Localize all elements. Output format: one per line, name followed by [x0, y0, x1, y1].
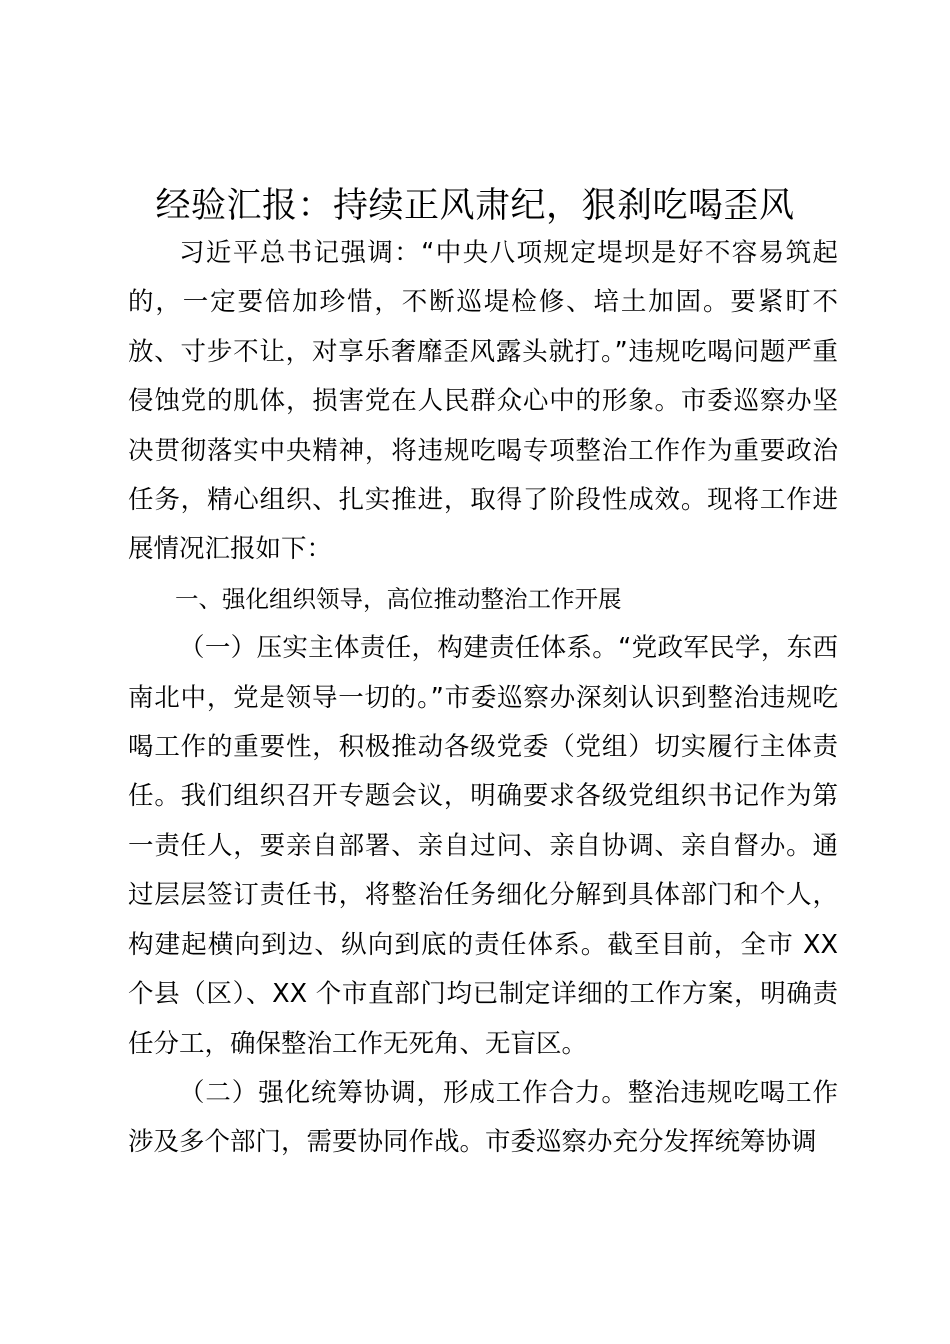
document-title: 经验汇报：持续正风肃纪，狠刹吃喝歪风: [155, 186, 795, 226]
subsection-paragraph-1: （一）压实主体责任，构建责任体系。“党政军民学，东西南北中，党是领导一切的。”市委巡察办深刻认识到整治违规吃喝工作的重要性，积极推动各级党委（党组）切实履行主体责任。我们组织召开专题会议，明确要求各级党组织书记作为第一责任人，要亲自部署、亲自过问、亲自协调、亲自督办。通过层层签订责任书，将整治任务细化分解到具体部门和个人，构建起横向到边、纵向到底的责任体系。截至目前，全市 XX 个县（区）、XX 个市直部门均已制定详细的工作方案，明确责任分工，确保整治工作无死角、无盲区。: [128, 633, 838, 1059]
section-heading-1: 一、强化组织领导，高位推动整治工作开展: [175, 584, 622, 613]
intro-paragraph: 习近平总书记强调：“中央八项规定堤坝是好不容易筑起的，一定要倍加珍惜，不断巡堤检修、培土加固。要紧盯不放、寸步不让，对享乐奢靡歪风露头就打。”违规吃喝问题严重侵蚀党的肌体，损害党在人民群众心中的形象。市委巡察办坚决贯彻落实中央精神，将违规吃喝专项整治工作作为重要政治任务，精心组织、扎实推进，取得了阶段性成效。现将工作进展情况汇报如下：: [128, 238, 838, 565]
subsection-paragraph-2: （二）强化统筹协调，形成工作合力。整治违规吃喝工作涉及多个部门，需要协同作战。市委巡察办充分发挥统筹协调: [128, 1077, 838, 1158]
document-body: [128, 229, 838, 1168]
